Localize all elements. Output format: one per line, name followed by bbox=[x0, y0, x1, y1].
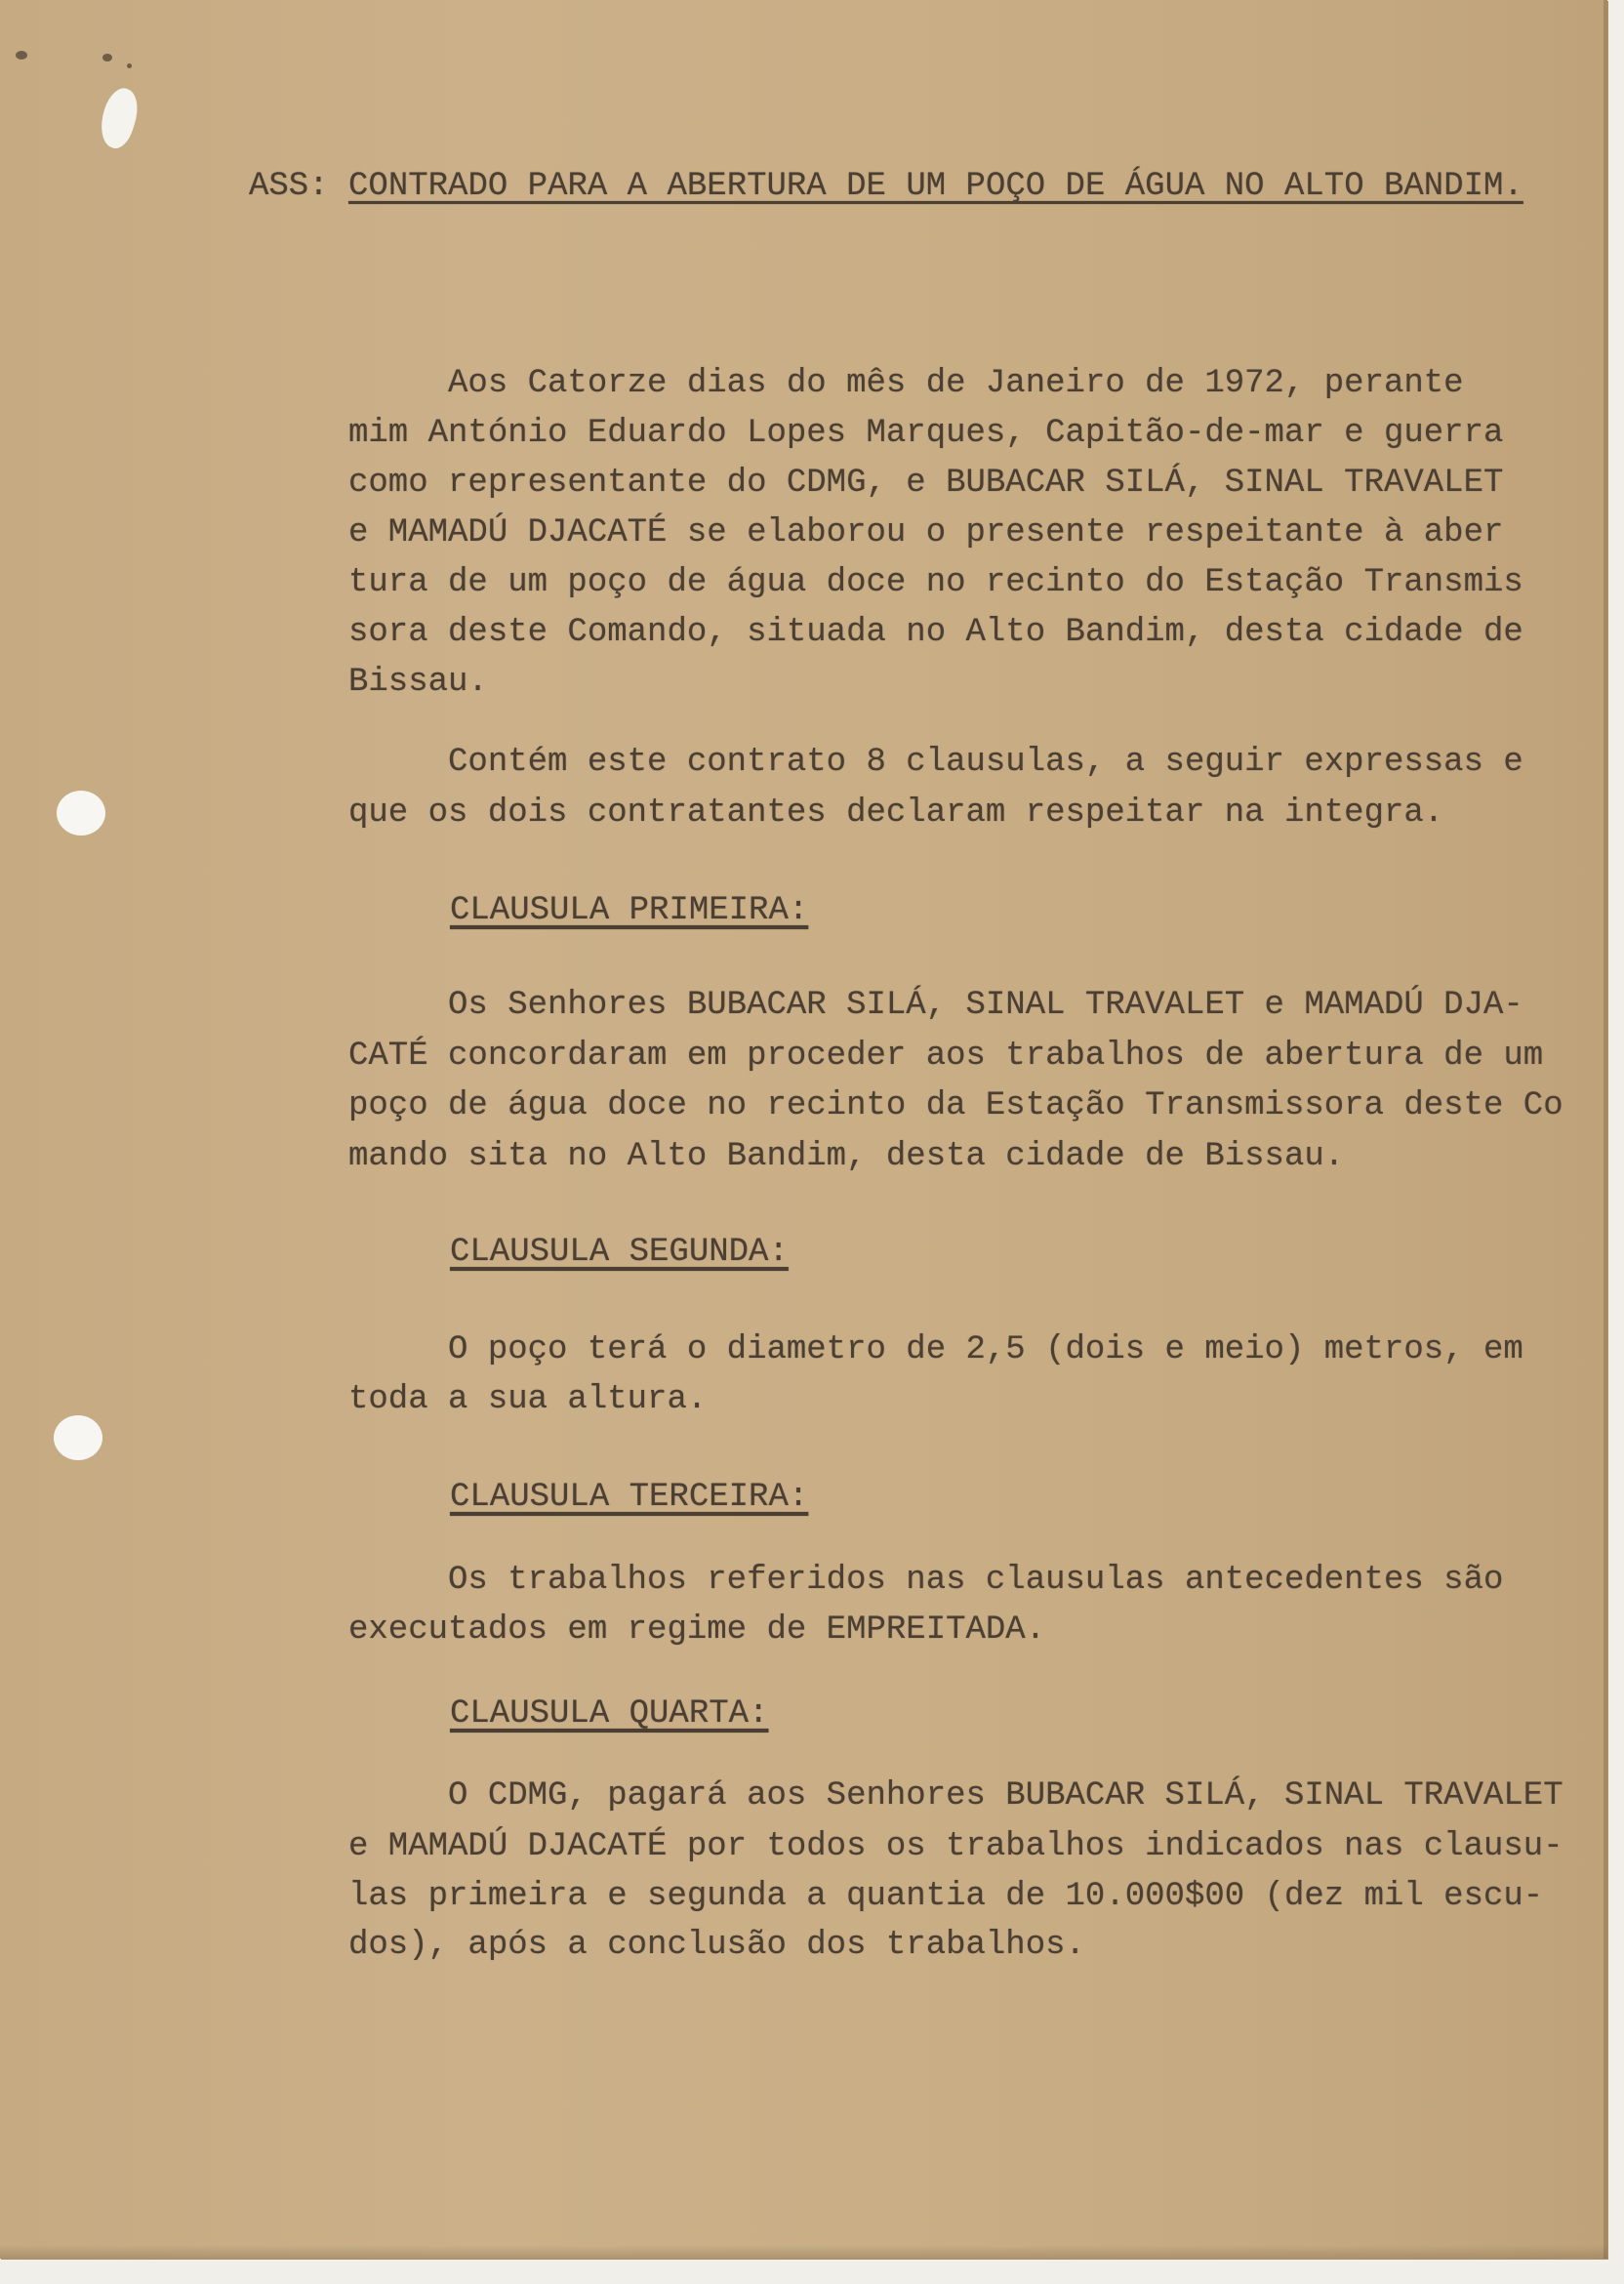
ink-speck bbox=[16, 51, 27, 60]
clause-line: CATÉ concordaram em proceder aos trabalhos de abertura de um bbox=[348, 1038, 1544, 1075]
clause-heading-primeira: CLAUSULA PRIMEIRA: bbox=[450, 892, 809, 929]
punch-hole-lower bbox=[54, 1415, 102, 1460]
clause-heading-segunda: CLAUSULA SEGUNDA: bbox=[450, 1234, 789, 1271]
clause-line: las primeira e segunda a quantia de 10.000$00 (dez mil escu- bbox=[348, 1878, 1544, 1915]
clause-line: Os Senhores BUBACAR SILÁ, SINAL TRAVALET e MAMADÚ DJA- bbox=[348, 987, 1523, 1024]
clause-line: poço de água doce no recinto da Estação Transmissora deste Co bbox=[348, 1087, 1563, 1124]
punch-hole-upper bbox=[57, 791, 105, 836]
document-title bbox=[249, 167, 1523, 206]
clause-line: O poço terá o diametro de 2,5 (dois e meio) metros, em bbox=[348, 1331, 1523, 1368]
preamble-line: Bissau. bbox=[348, 664, 488, 701]
clause-heading-quarta: CLAUSULA QUARTA: bbox=[450, 1695, 769, 1733]
ink-speck bbox=[127, 63, 132, 68]
torn-corner-mark bbox=[94, 84, 143, 151]
preamble-line: sora deste Comando, situada no Alto Bandim, desta cidade de bbox=[348, 614, 1523, 651]
intro-line: que os dois contratantes declaram respeitar na integra. bbox=[348, 795, 1444, 832]
clause-line: O CDMG, pagará aos Senhores BUBACAR SILÁ, SINAL TRAVALET bbox=[348, 1777, 1563, 1815]
preamble-line: mim António Eduardo Lopes Marques, Capitão-de-mar e guerra bbox=[348, 415, 1504, 452]
clause-line: Os trabalhos referidos nas clausulas antecedentes são bbox=[348, 1562, 1504, 1599]
clause-line: executados em regime de EMPREITADA. bbox=[348, 1611, 1046, 1649]
clause-line: dos), após a conclusão dos trabalhos. bbox=[348, 1927, 1085, 1964]
title-subject: CONTRADO PARA A ABERTURA DE UM POÇO DE ÁGUA NO ALTO BANDIM. bbox=[348, 168, 1523, 205]
title-prefix: ASS: bbox=[249, 168, 329, 205]
clause-line: mando sita no Alto Bandim, desta cidade de Bissau. bbox=[348, 1138, 1345, 1175]
clause-line: toda a sua altura. bbox=[348, 1381, 708, 1418]
intro-line: Contém este contrato 8 clausulas, a seguir expressas e bbox=[348, 744, 1523, 781]
preamble-line: e MAMADÚ DJACATÉ se elaborou o presente respeitante à aber bbox=[348, 514, 1504, 551]
preamble-line: Aos Catorze dias do mês de Janeiro de 1972, perante bbox=[348, 365, 1464, 402]
preamble-line: tura de um poço de água doce no recinto do Estação Transmis bbox=[348, 564, 1523, 601]
paper-edge bbox=[1604, 0, 1607, 2259]
preamble-line: como representante do CDMG, e BUBACAR SILÁ, SINAL TRAVALET bbox=[348, 465, 1504, 502]
clause-heading-terceira: CLAUSULA TERCEIRA: bbox=[450, 1479, 809, 1516]
ink-speck bbox=[102, 54, 112, 61]
clause-line: e MAMADÚ DJACATÉ por todos os trabalhos indicados nas clausu- bbox=[348, 1828, 1563, 1865]
